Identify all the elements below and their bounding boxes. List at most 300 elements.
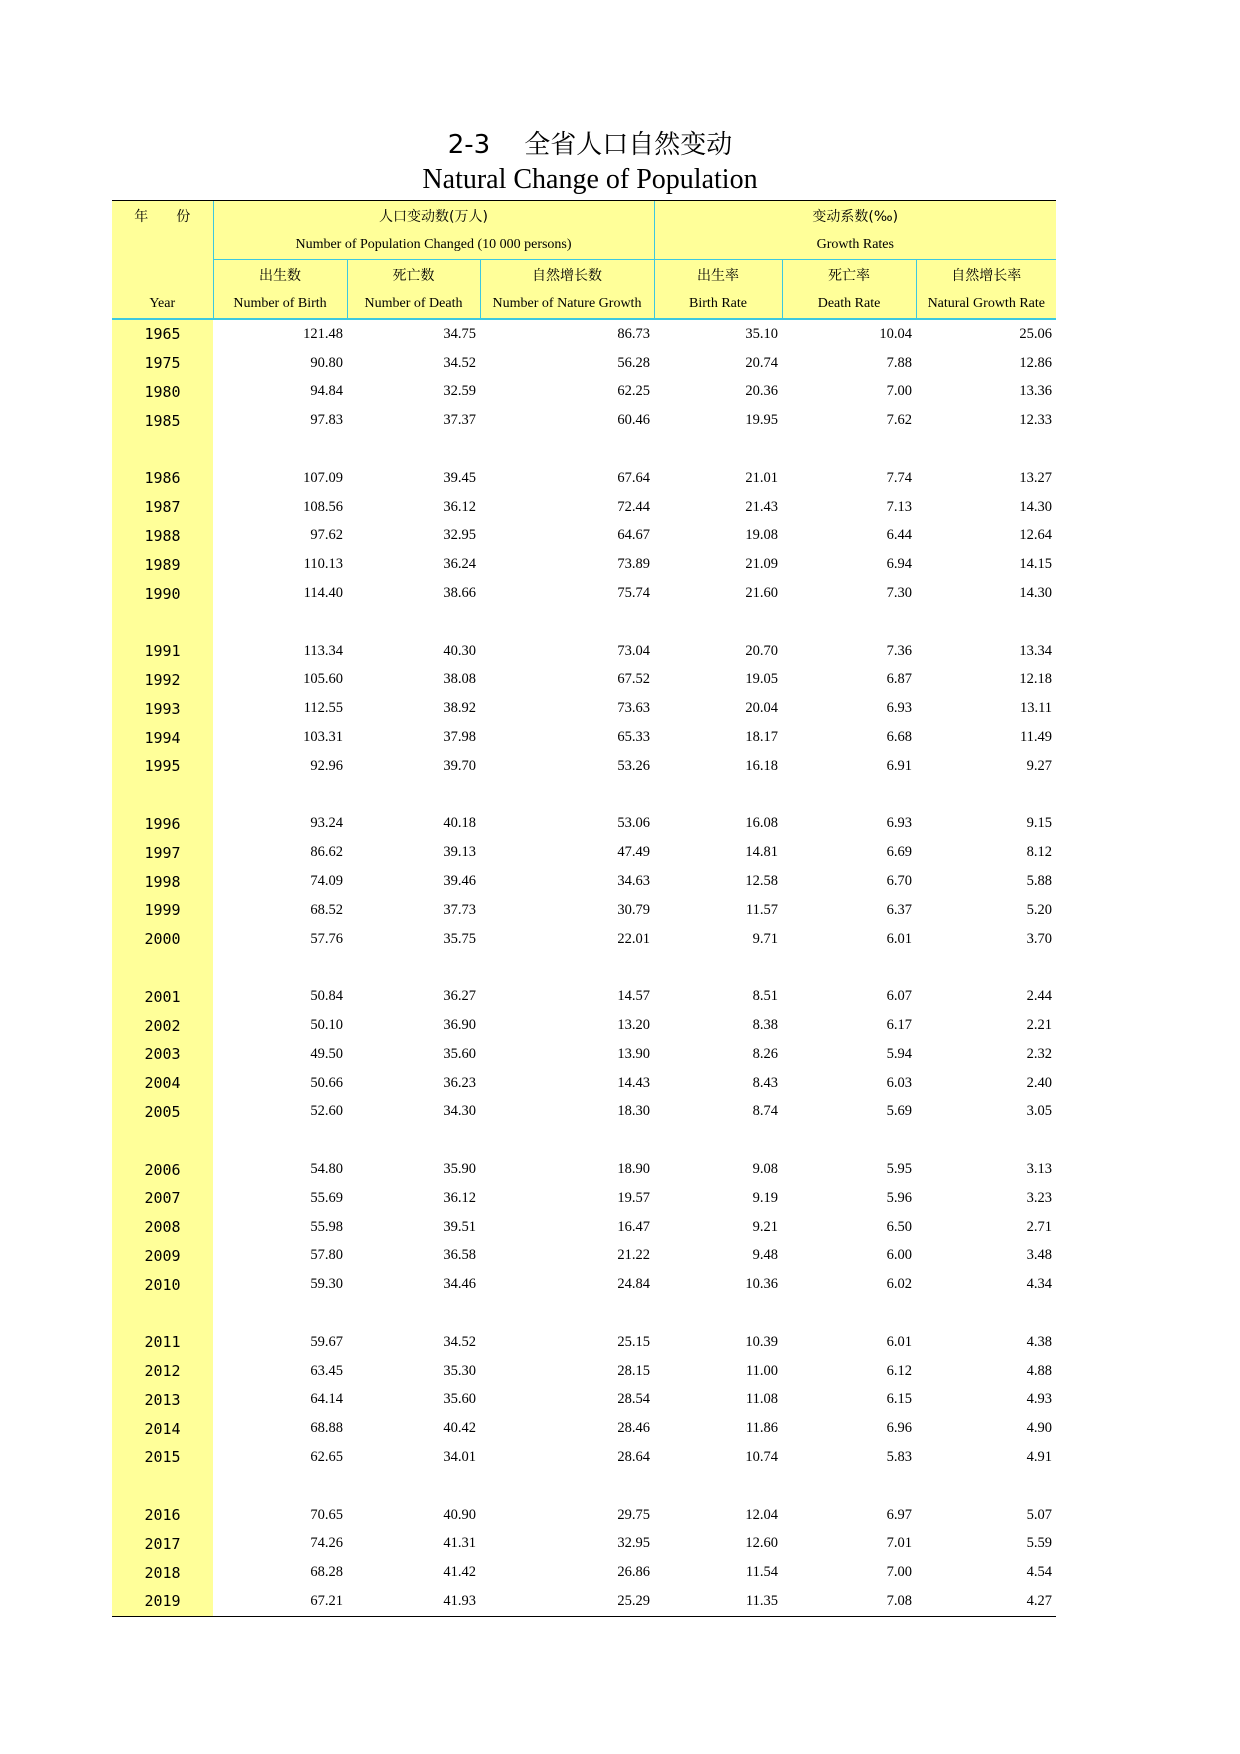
birth-count-cell: 67.21 — [213, 1587, 347, 1616]
birth-count-cell: 97.83 — [310, 412, 343, 429]
year-cell: 1992 — [112, 666, 213, 695]
year-cell: 2012 — [112, 1357, 213, 1386]
birth-count-cell: 94.84 — [310, 383, 343, 400]
death-count-cell: 36.58 — [443, 1247, 476, 1264]
death-count-cell: 39.45 — [443, 469, 476, 486]
birth-rate-cell: 11.35 — [654, 1587, 782, 1616]
birth-rate-cell: 8.38 — [752, 1017, 779, 1034]
death-count-cell: 40.90 — [443, 1506, 476, 1523]
spacer-cell — [654, 781, 782, 810]
birth-count-cell: 63.45 — [310, 1362, 343, 1379]
table-row — [112, 982, 1056, 1011]
death-rate-cell: 6.00 — [886, 1247, 913, 1264]
spacer-cell — [213, 954, 347, 983]
col-growth-en: Number of Nature Growth — [480, 289, 654, 319]
birth-count-cell: 103.31 — [303, 729, 343, 746]
year-cell: 1989 — [112, 550, 213, 579]
table-row — [112, 522, 1056, 551]
birth-count-cell: 90.80 — [310, 354, 343, 371]
spacer-cell — [480, 781, 654, 810]
year-cell: 2018 — [112, 1558, 213, 1587]
year-cell: 2011 — [112, 1328, 213, 1357]
growth-count-cell: 53.06 — [617, 815, 651, 832]
growth-count-cell: 13.90 — [617, 1045, 651, 1062]
year-cell: 1993 — [112, 694, 213, 723]
birth-rate-cell: 20.74 — [745, 354, 779, 371]
growth-rate-cell: 12.64 — [1019, 527, 1053, 544]
death-count-cell: 36.27 — [443, 988, 476, 1005]
death-rate-cell: 7.01 — [886, 1535, 913, 1552]
growth-count-cell: 30.79 — [617, 901, 651, 918]
growth-rate-cell: 13.11 — [1019, 700, 1053, 717]
death-rate-cell: 6.94 — [886, 556, 913, 573]
death-rate-cell: 6.93 — [886, 815, 913, 832]
birth-rate-cell: 20.70 — [745, 642, 779, 659]
birth-count-cell: 112.55 — [303, 700, 343, 717]
growth-count-cell: 53.26 — [617, 757, 651, 774]
group-spacer-row — [112, 781, 1056, 810]
spacer-cell — [112, 608, 213, 637]
growth-count-cell: 34.63 — [617, 873, 651, 890]
table-row — [112, 319, 1056, 349]
growth-rate-cell: 3.70 — [1026, 930, 1053, 947]
birth-count-cell: 52.60 — [310, 1103, 343, 1120]
birth-rate-cell: 12.58 — [745, 873, 779, 890]
growth-rate-cell: 9.27 — [1026, 757, 1053, 774]
death-rate-cell: 6.69 — [886, 844, 913, 861]
death-count-cell: 34.52 — [443, 1333, 476, 1350]
spacer-cell — [654, 1472, 782, 1501]
birth-count-cell: 68.52 — [310, 901, 343, 918]
growth-rate-cell: 9.15 — [1026, 815, 1053, 832]
group2-header-en: Growth Rates — [654, 230, 1056, 260]
col-birth-cn: 出生数 — [213, 260, 347, 290]
growth-count-cell: 21.22 — [617, 1247, 651, 1264]
table-row — [112, 1040, 1056, 1069]
death-count-cell: 39.13 — [443, 844, 476, 861]
year-cell: 2006 — [112, 1155, 213, 1184]
growth-count-cell: 62.25 — [617, 383, 651, 400]
birth-count-cell: 50.10 — [310, 1017, 343, 1034]
death-rate-cell: 7.88 — [886, 354, 913, 371]
growth-rate-cell: 3.23 — [1026, 1189, 1053, 1206]
table-row — [112, 752, 1056, 781]
year-cell: 1965 — [112, 319, 213, 349]
birth-count-cell: 55.69 — [310, 1189, 343, 1206]
year-cell: 2013 — [112, 1385, 213, 1414]
death-rate-cell: 6.01 — [886, 1333, 913, 1350]
table-row — [112, 1443, 1056, 1472]
spacer-cell — [916, 1299, 1056, 1328]
death-count-cell: 39.70 — [443, 757, 476, 774]
group-spacer-row — [112, 954, 1056, 983]
spacer-cell — [213, 1472, 347, 1501]
growth-rate-cell: 8.12 — [1026, 844, 1053, 861]
death-rate-cell: 6.96 — [886, 1420, 913, 1437]
table-row — [112, 406, 1056, 435]
death-rate-cell: 6.87 — [886, 671, 913, 688]
group-spacer-row — [112, 608, 1056, 637]
spacer-cell — [213, 781, 347, 810]
growth-rate-cell: 5.88 — [1026, 873, 1053, 890]
birth-count-cell: 107.09 — [303, 469, 343, 486]
death-count-cell: 41.42 — [443, 1564, 476, 1581]
birth-count-cell: 59.30 — [310, 1276, 343, 1293]
spacer-cell — [480, 1472, 654, 1501]
growth-rate-cell: 4.54 — [1026, 1564, 1053, 1581]
death-rate-cell: 5.69 — [886, 1103, 913, 1120]
table-row — [112, 1501, 1056, 1530]
spacer-cell — [480, 608, 654, 637]
table-row — [112, 838, 1056, 867]
year-cell: 2002 — [112, 1011, 213, 1040]
growth-count-cell: 67.52 — [617, 671, 651, 688]
spacer-cell — [480, 435, 654, 464]
growth-rate-cell: 2.21 — [1026, 1017, 1053, 1034]
growth-count-cell: 18.90 — [617, 1161, 651, 1177]
col-growth-cn: 自然增长数 — [480, 260, 654, 290]
death-rate-cell: 7.08 — [782, 1587, 916, 1616]
table-row — [112, 1270, 1056, 1299]
table-row — [112, 637, 1056, 666]
birth-count-cell: 108.56 — [303, 498, 343, 515]
growth-count-cell: 16.47 — [617, 1218, 651, 1235]
growth-count-cell: 29.75 — [617, 1506, 651, 1523]
spacer-cell — [347, 1299, 480, 1328]
death-rate-cell: 7.62 — [886, 412, 913, 429]
year-cell: 2016 — [112, 1501, 213, 1530]
year-cell: 1994 — [112, 723, 213, 752]
table-row — [112, 1385, 1056, 1414]
table-row — [112, 464, 1056, 493]
death-rate-cell: 6.12 — [886, 1362, 913, 1379]
birth-rate-cell: 19.05 — [745, 671, 779, 688]
growth-count-cell: 13.20 — [617, 1017, 651, 1034]
year-cell: 1990 — [112, 579, 213, 608]
spacer-cell — [480, 1299, 654, 1328]
birth-rate-cell: 8.74 — [752, 1103, 779, 1120]
year-header-cn: 年 份 — [112, 201, 213, 231]
spacer-cell — [916, 1126, 1056, 1155]
death-count-cell: 32.95 — [443, 527, 476, 544]
birth-rate-cell: 21.01 — [745, 469, 779, 486]
spacer-cell — [654, 1126, 782, 1155]
birth-rate-cell: 9.71 — [752, 930, 779, 947]
growth-rate-cell: 5.59 — [1026, 1535, 1053, 1552]
table-body — [112, 319, 1056, 1616]
death-count-cell: 37.37 — [443, 412, 476, 429]
growth-rate-cell: 4.34 — [1026, 1276, 1053, 1293]
spacer-cell — [213, 1126, 347, 1155]
group-spacer-row — [112, 435, 1056, 464]
birth-count-cell: 74.26 — [310, 1535, 343, 1552]
growth-rate-cell: 4.38 — [1026, 1333, 1053, 1350]
growth-count-cell: 73.04 — [617, 642, 651, 659]
year-cell: 1987 — [112, 493, 213, 522]
growth-rate-cell: 13.34 — [1019, 642, 1053, 659]
growth-rate-cell: 2.71 — [1026, 1218, 1053, 1235]
year-cell: 1991 — [112, 637, 213, 666]
spacer-cell — [782, 781, 916, 810]
birth-count-cell: 92.96 — [310, 757, 343, 774]
growth-count-cell: 47.49 — [617, 844, 651, 861]
birth-rate-cell: 11.54 — [745, 1564, 779, 1581]
spacer-cell — [112, 1299, 213, 1328]
table-title-en: Natural Change of Population — [422, 164, 758, 195]
spacer-cell — [782, 954, 916, 983]
growth-count-cell: 14.57 — [617, 988, 651, 1005]
growth-count-cell: 19.57 — [617, 1189, 651, 1206]
col-birth-rate-cn: 出生率 — [654, 260, 782, 290]
group-spacer-row — [112, 1126, 1056, 1155]
table-row — [112, 925, 1056, 954]
year-cell: 2001 — [112, 982, 213, 1011]
year-cell: 2004 — [112, 1069, 213, 1098]
growth-count-cell: 28.46 — [617, 1420, 651, 1437]
death-rate-cell: 10.04 — [879, 325, 913, 342]
growth-rate-cell: 2.40 — [1026, 1074, 1053, 1091]
growth-rate-cell: 2.44 — [1026, 988, 1053, 1005]
spacer-cell — [782, 1472, 916, 1501]
year-cell: 2008 — [112, 1213, 213, 1242]
col-death-cn: 死亡数 — [347, 260, 480, 290]
year-cell: 1985 — [112, 406, 213, 435]
table-row — [112, 1414, 1056, 1443]
table-row — [112, 1558, 1056, 1587]
table-title-cn-text: 全省人口自然变动 — [524, 130, 733, 160]
growth-rate-cell: 5.07 — [1026, 1506, 1053, 1523]
growth-count-cell: 24.84 — [617, 1276, 651, 1293]
death-count-cell: 35.30 — [443, 1362, 476, 1379]
spacer-cell — [654, 608, 782, 637]
death-rate-cell: 7.00 — [886, 1564, 913, 1581]
growth-count-cell: 56.28 — [617, 354, 651, 371]
death-rate-cell: 6.37 — [886, 901, 913, 918]
year-cell: 1999 — [112, 896, 213, 925]
birth-rate-cell: 35.10 — [745, 325, 779, 342]
death-count-cell: 36.24 — [443, 556, 476, 573]
year-header-spacer — [112, 230, 213, 260]
death-count-cell: 39.51 — [443, 1218, 476, 1235]
birth-rate-cell: 10.39 — [745, 1333, 779, 1350]
spacer-cell — [112, 954, 213, 983]
death-count-cell: 36.90 — [443, 1017, 476, 1034]
spacer-cell — [112, 1126, 213, 1155]
birth-rate-cell: 21.43 — [745, 498, 779, 515]
table-number: 2-3 — [447, 130, 491, 160]
growth-rate-cell: 12.86 — [1019, 354, 1053, 371]
growth-rate-cell: 4.90 — [1026, 1420, 1053, 1437]
spacer-cell — [654, 435, 782, 464]
growth-rate-cell: 4.27 — [916, 1587, 1056, 1616]
birth-rate-cell: 19.08 — [745, 527, 779, 544]
growth-rate-cell: 4.91 — [1026, 1448, 1053, 1465]
table-row — [112, 1357, 1056, 1386]
spacer-cell — [213, 435, 347, 464]
col-birth-en: Number of Birth — [213, 289, 347, 319]
year-cell: 2019 — [112, 1587, 213, 1616]
death-count-cell: 39.46 — [443, 873, 476, 890]
spacer-cell — [916, 435, 1056, 464]
death-rate-cell: 6.68 — [886, 729, 913, 746]
growth-count-cell: 64.67 — [617, 527, 651, 544]
death-count-cell: 34.46 — [443, 1276, 476, 1293]
year-cell: 1996 — [112, 810, 213, 839]
col-death-rate-cn: 死亡率 — [782, 260, 916, 290]
spacer-cell — [654, 954, 782, 983]
year-cell: 1975 — [112, 349, 213, 378]
table-row — [112, 550, 1056, 579]
death-rate-cell: 5.83 — [886, 1448, 913, 1465]
year-cell: 1998 — [112, 867, 213, 896]
death-count-cell: 35.60 — [443, 1391, 476, 1408]
death-count-cell: 34.75 — [443, 325, 476, 342]
growth-count-cell: 73.63 — [617, 700, 651, 717]
table-row — [112, 1155, 1056, 1184]
death-rate-cell: 7.74 — [886, 469, 913, 486]
spacer-cell — [347, 1126, 480, 1155]
year-cell: 2017 — [112, 1529, 213, 1558]
death-count-cell: 32.59 — [443, 383, 476, 400]
birth-count-cell: 57.80 — [310, 1247, 343, 1264]
col-growth-rate-en: Natural Growth Rate — [916, 289, 1056, 319]
growth-count-cell: 25.29 — [480, 1587, 654, 1616]
group-spacer-row — [112, 1472, 1056, 1501]
birth-rate-cell: 9.48 — [752, 1247, 779, 1264]
death-count-cell: 37.73 — [443, 901, 476, 918]
death-count-cell: 36.12 — [443, 498, 476, 515]
growth-count-cell: 28.64 — [617, 1448, 651, 1465]
growth-rate-cell: 13.27 — [1019, 469, 1053, 486]
spacer-cell — [347, 435, 480, 464]
birth-count-cell: 68.88 — [310, 1420, 343, 1437]
table-row — [112, 1213, 1056, 1242]
birth-rate-cell: 21.60 — [745, 585, 779, 602]
birth-count-cell: 97.62 — [310, 527, 343, 544]
table-row — [112, 896, 1056, 925]
death-count-cell: 38.66 — [443, 585, 476, 602]
birth-count-cell: 70.65 — [310, 1506, 343, 1523]
death-rate-cell: 6.02 — [886, 1276, 913, 1293]
year-cell: 2015 — [112, 1443, 213, 1472]
birth-count-cell: 54.80 — [310, 1161, 343, 1177]
year-cell: 1997 — [112, 838, 213, 867]
year-cell: 1988 — [112, 522, 213, 551]
spacer-cell — [480, 954, 654, 983]
group-spacer-row — [112, 1299, 1056, 1328]
death-rate-cell: 6.93 — [886, 700, 913, 717]
birth-count-cell: 105.60 — [303, 671, 343, 688]
death-rate-cell: 5.96 — [886, 1189, 913, 1206]
death-count-cell: 34.01 — [443, 1448, 476, 1465]
year-header-en: Year — [112, 289, 213, 319]
birth-count-cell: 62.65 — [310, 1448, 343, 1465]
table-row — [112, 694, 1056, 723]
col-birth-rate-en: Birth Rate — [654, 289, 782, 319]
growth-count-cell: 32.95 — [617, 1535, 651, 1552]
birth-rate-cell: 20.36 — [745, 383, 779, 400]
death-rate-cell: 7.30 — [886, 585, 913, 602]
death-count-cell: 34.52 — [443, 354, 476, 371]
population-change-table — [112, 200, 1056, 1617]
birth-rate-cell: 9.21 — [752, 1218, 779, 1235]
table-row — [112, 1011, 1056, 1040]
death-count-cell: 35.90 — [443, 1161, 476, 1177]
death-count-cell: 36.12 — [443, 1189, 476, 1206]
death-count-cell: 40.18 — [443, 815, 476, 832]
spacer-cell — [916, 608, 1056, 637]
growth-count-cell: 25.15 — [617, 1333, 651, 1350]
spacer-cell — [916, 1472, 1056, 1501]
table-row — [112, 1242, 1056, 1271]
growth-rate-cell: 2.32 — [1026, 1045, 1053, 1062]
growth-rate-cell: 4.93 — [1026, 1391, 1053, 1408]
table-title-cn — [0, 124, 1180, 161]
table-row — [112, 378, 1056, 407]
spacer-cell — [916, 781, 1056, 810]
birth-rate-cell: 12.60 — [745, 1535, 779, 1552]
year-cell: 2005 — [112, 1098, 213, 1127]
birth-rate-cell: 11.86 — [745, 1420, 779, 1437]
spacer-cell — [782, 1299, 916, 1328]
spacer-cell — [112, 435, 213, 464]
birth-rate-cell: 8.26 — [752, 1045, 779, 1062]
birth-count-cell: 64.14 — [310, 1391, 343, 1408]
year-header-spacer-2 — [112, 260, 213, 290]
group2-header-cn: 变动系数(‰) — [654, 201, 1056, 231]
death-count-cell: 38.92 — [443, 700, 476, 717]
birth-count-cell: 59.67 — [310, 1333, 343, 1350]
growth-count-cell: 28.54 — [617, 1391, 651, 1408]
growth-rate-cell: 4.88 — [1026, 1362, 1053, 1379]
death-count-cell: 41.93 — [347, 1587, 480, 1616]
spacer-cell — [782, 435, 916, 464]
growth-rate-cell: 12.33 — [1019, 412, 1053, 429]
birth-rate-cell: 8.43 — [752, 1074, 779, 1091]
growth-count-cell: 28.15 — [617, 1362, 651, 1379]
death-rate-cell: 6.17 — [886, 1017, 913, 1034]
death-rate-cell: 7.36 — [886, 642, 913, 659]
growth-count-cell: 60.46 — [617, 412, 651, 429]
growth-rate-cell: 13.36 — [1019, 383, 1053, 400]
death-rate-cell: 6.44 — [886, 527, 913, 544]
death-rate-cell: 7.13 — [886, 498, 913, 515]
death-rate-cell: 6.70 — [886, 873, 913, 890]
group1-header-cn: 人口变动数(万人) — [213, 201, 654, 231]
year-cell: 2010 — [112, 1270, 213, 1299]
birth-rate-cell: 11.00 — [745, 1362, 779, 1379]
growth-rate-cell: 3.48 — [1026, 1247, 1053, 1264]
table-header — [112, 201, 1056, 320]
group1-header-en: Number of Population Changed (10 000 persons) — [213, 230, 654, 260]
year-cell: 2007 — [112, 1184, 213, 1213]
death-rate-cell: 6.50 — [886, 1218, 913, 1235]
birth-rate-cell: 16.08 — [745, 815, 779, 832]
death-count-cell: 40.42 — [443, 1420, 476, 1437]
birth-count-cell: 68.28 — [310, 1564, 343, 1581]
growth-rate-cell: 3.13 — [1026, 1161, 1053, 1177]
death-rate-cell: 5.95 — [886, 1161, 913, 1177]
death-rate-cell: 6.01 — [886, 930, 913, 947]
death-rate-cell: 6.97 — [886, 1506, 913, 1523]
birth-count-cell: 110.13 — [303, 556, 343, 573]
spacer-cell — [213, 608, 347, 637]
birth-count-cell: 50.66 — [310, 1074, 343, 1091]
spacer-cell — [347, 781, 480, 810]
year-cell: 2014 — [112, 1414, 213, 1443]
table-row — [112, 810, 1056, 839]
death-rate-cell: 6.15 — [886, 1391, 913, 1408]
